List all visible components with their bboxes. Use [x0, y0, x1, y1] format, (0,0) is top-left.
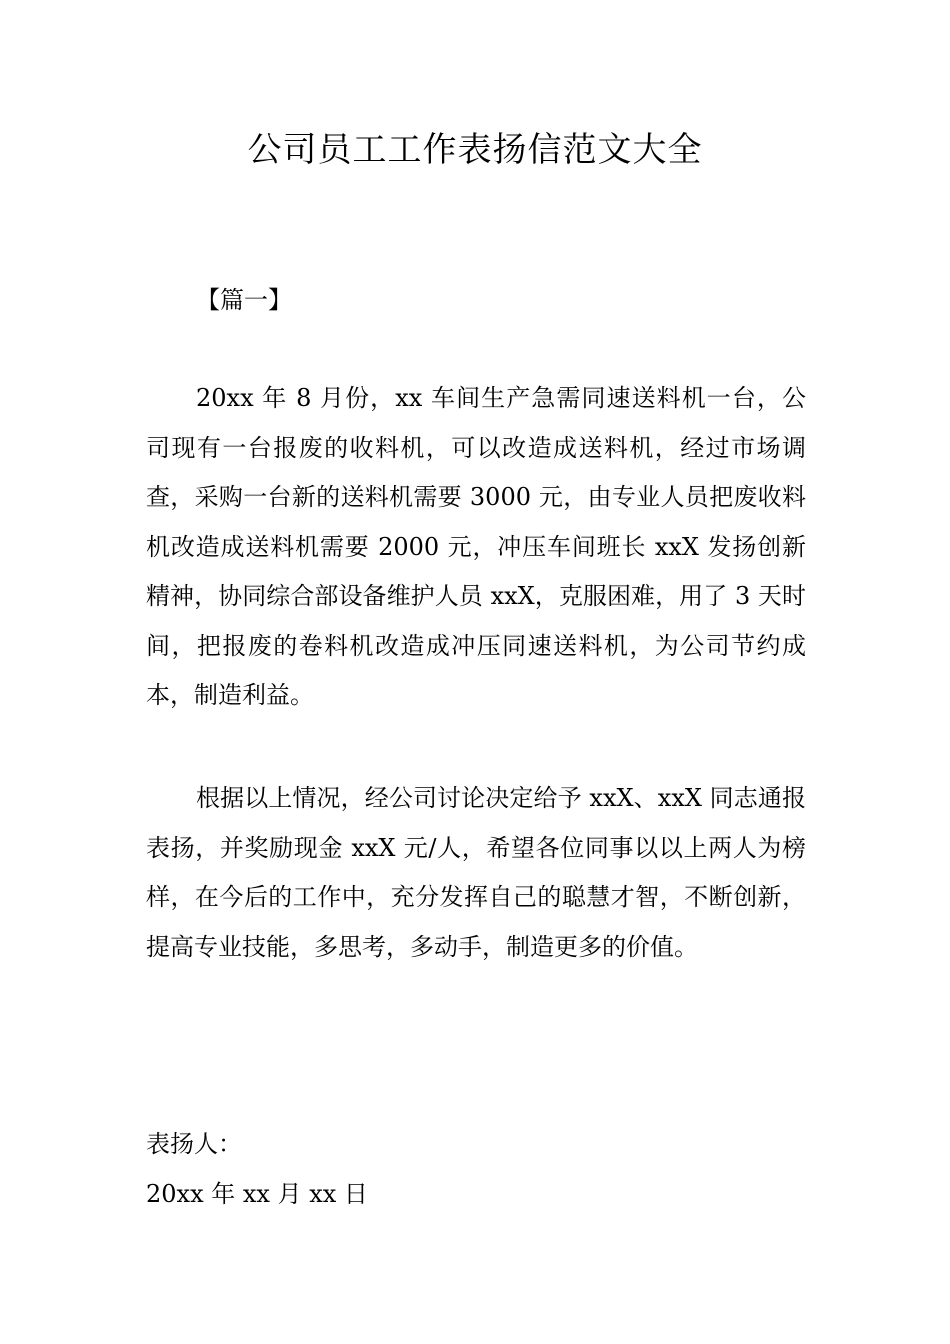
signature-date: 20xx 年 xx 月 xx 日: [146, 1180, 368, 1208]
body-paragraph-2: 根据以上情况，经公司讨论决定给予 xxX、xxX 同志通报表扬，并奖励现金 xxX 元/人，希望各位同事以以上两人为榜样，在今后的工作中，充分发挥自己的聪慧才智，不断创新，提高专业技能，多思考，多动手，制造更多的价值。: [146, 784, 806, 961]
section-label: 【篇一】: [196, 286, 292, 314]
signature-label: 表扬人：: [146, 1130, 242, 1158]
body-paragraph-1: 20xx 年 8 月份，xx 车间生产急需同速送料机一台，公司现有一台报废的收料机，可以改造成送料机，经过市场调查，采购一台新的送料机需要 3000 元，由专业人员把废收料机改造成送料机需要 2000 元，冲压车间班长 xxX 发扬创新精神，协同综合部设备维护人员 xxX，克服困难，用了 3 天时间，把报废的卷料机改造成冲压同速送料机，为公司节约成本，制造利益。: [146, 384, 806, 709]
document-title: 公司员工工作表扬信范文大全: [247, 130, 703, 170]
